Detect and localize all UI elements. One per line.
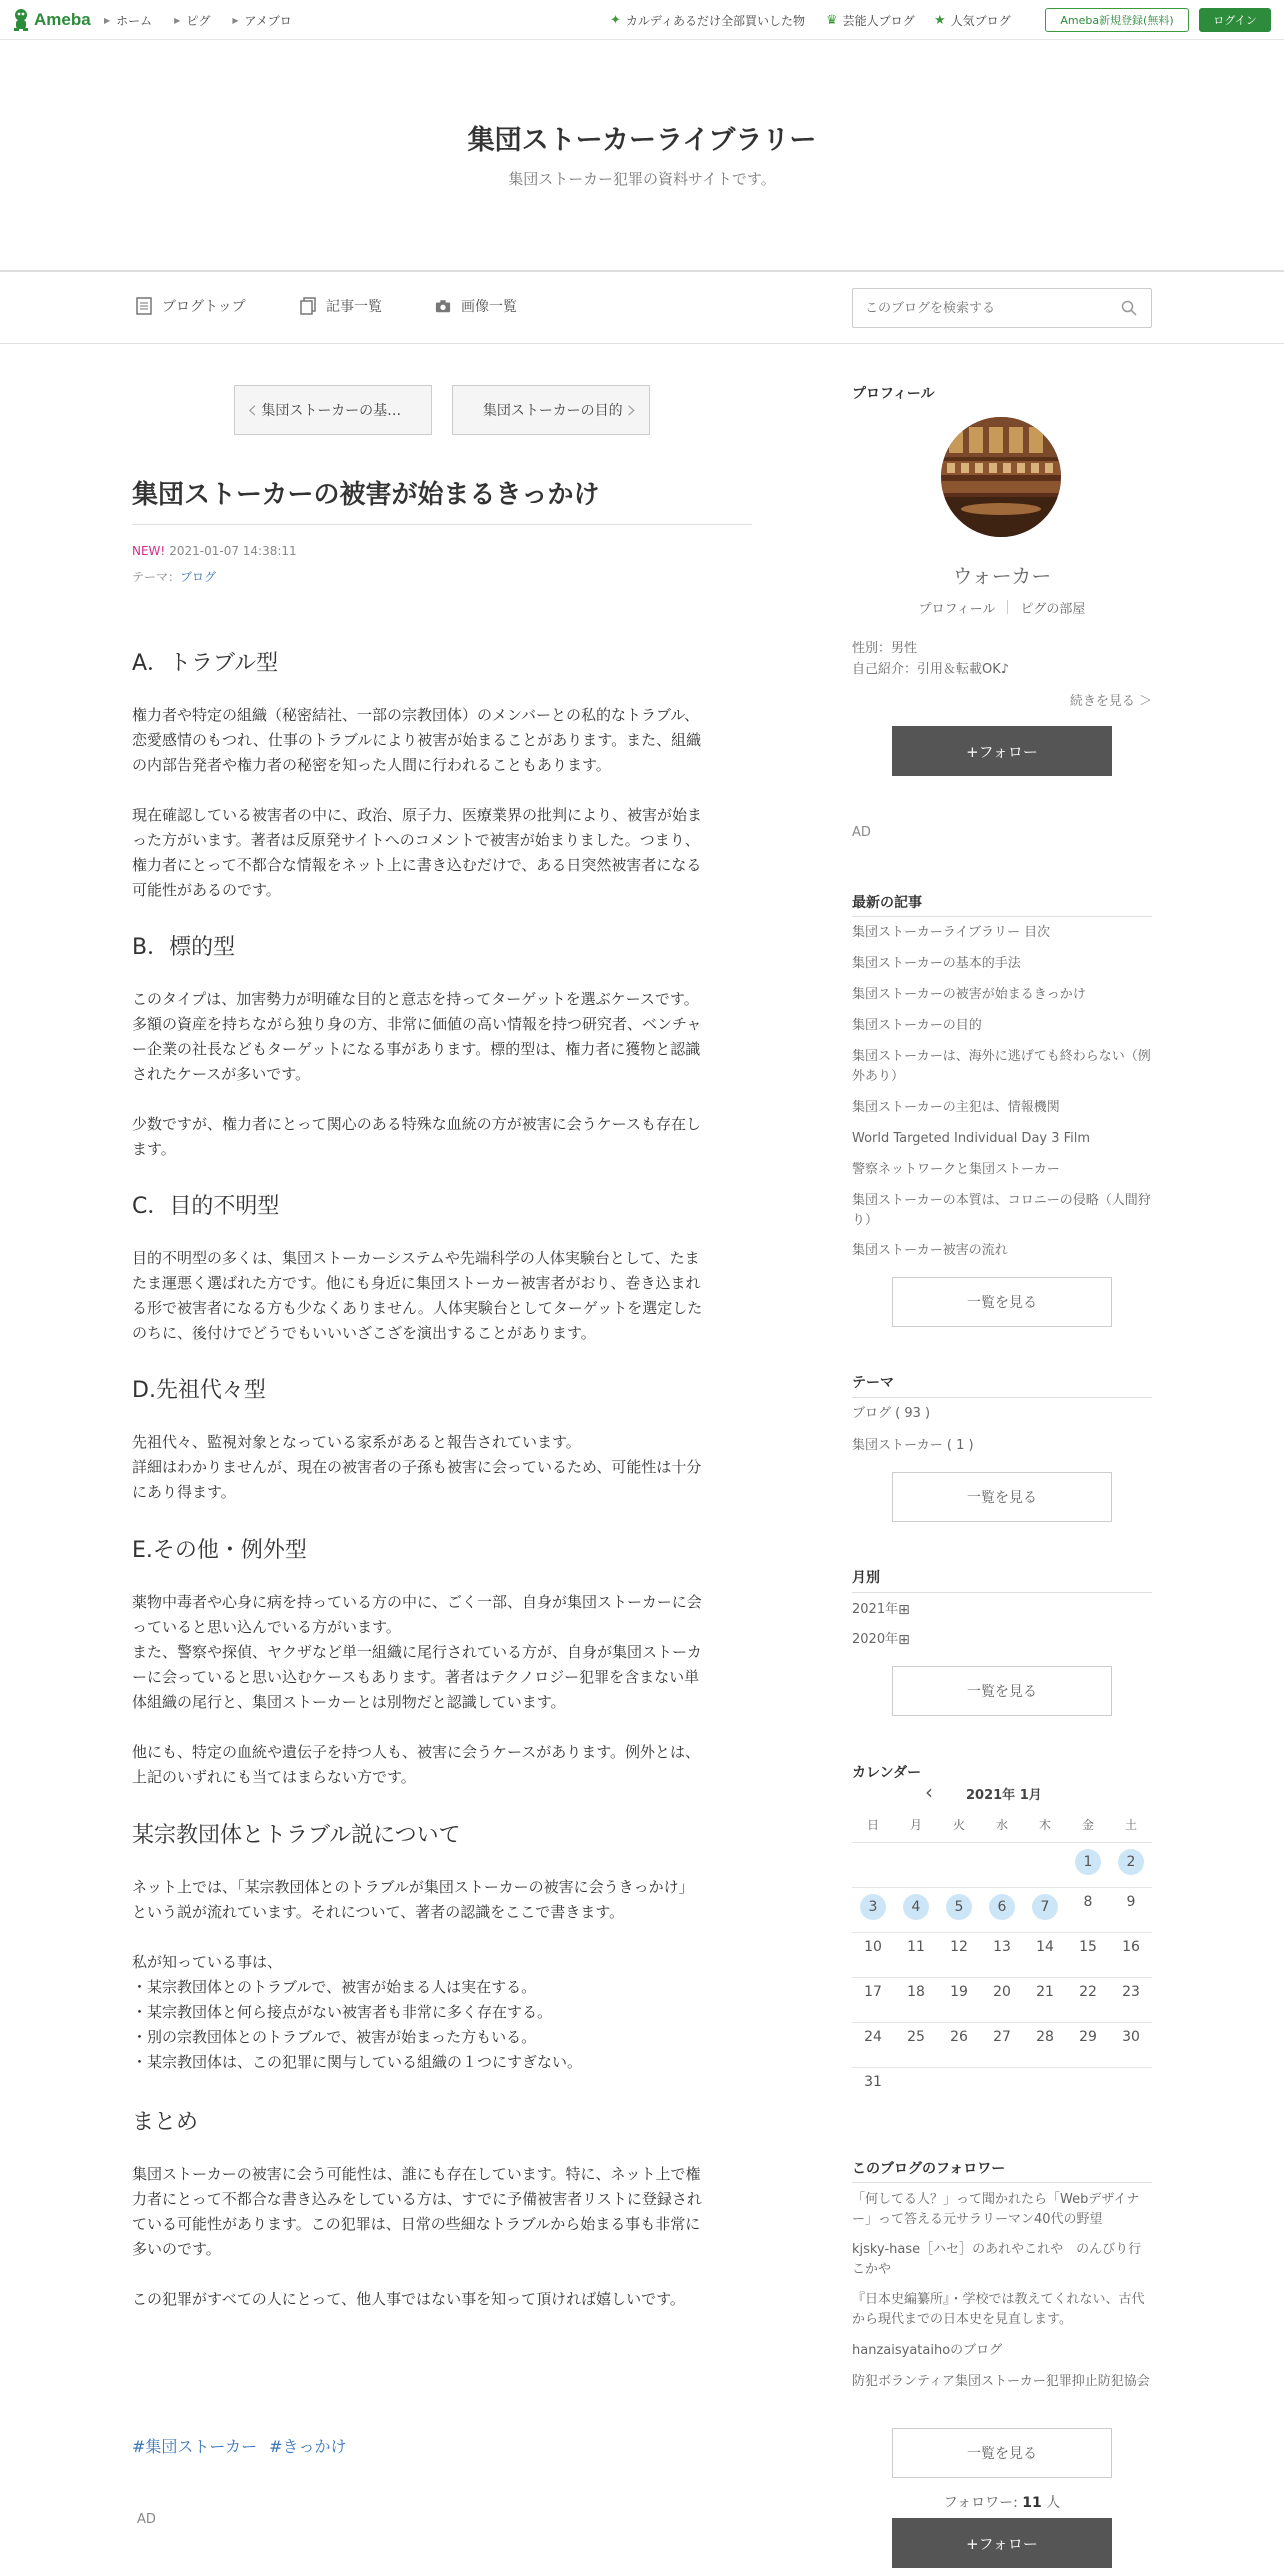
recent-entry-link[interactable]: 集団ストーカーの目的	[852, 1018, 982, 1033]
ameba-mascot-icon	[12, 8, 30, 32]
login-button[interactable]: ログイン	[1199, 8, 1271, 32]
theme-label: テーマ：	[132, 570, 181, 584]
calendar-day-number: 31	[864, 2074, 882, 2090]
calendar-day	[1024, 1984, 1066, 2000]
profile-intro: 自己紹介：引用＆転載OK♪	[852, 662, 1010, 677]
calendar-day-number: 27	[993, 2029, 1011, 2045]
recent-entry-link[interactable]: 集団ストーカーの主犯は、情報機関	[852, 1100, 1060, 1115]
month-label: 2021年	[852, 1602, 899, 1617]
nav-label: アメブロ	[244, 14, 292, 28]
calendar-day-number: 6	[989, 1894, 1015, 1920]
calendar-row-divider	[852, 1977, 1152, 1978]
calendar-day-number: 1	[1075, 1849, 1101, 1875]
calendar-day	[1110, 1984, 1152, 2000]
calendar-row-divider	[852, 1887, 1152, 1888]
nav-ameblo[interactable]	[232, 12, 291, 29]
theme-more-button[interactable]: 一覧を見る	[892, 1472, 1112, 1522]
follower-count	[852, 2492, 1152, 2512]
calendar-day-number: 9	[1126, 1894, 1136, 1910]
pigg-room-link[interactable]: ピグの部屋	[1020, 602, 1086, 617]
calendar-day-number: 10	[864, 1939, 882, 1955]
new-badge: NEW!	[132, 544, 166, 558]
copy-icon	[300, 297, 316, 315]
calendar-day	[1024, 1939, 1066, 1955]
hashtags	[132, 2434, 359, 2457]
next-entry-button[interactable]	[452, 385, 650, 435]
section-heading: C．目的不明型	[132, 1194, 280, 1219]
month-2021-link[interactable]	[852, 1600, 1152, 1620]
calendar-day-number: 21	[1036, 1984, 1054, 2000]
calendar-day[interactable]	[852, 1894, 894, 1920]
calendar-weekday: 水	[995, 1818, 1008, 1832]
follower-count-label: フォロワー:	[943, 2495, 1018, 2511]
followers-heading: このブログのフォロワー	[852, 2161, 1006, 2177]
calendar-day	[981, 2029, 1023, 2045]
divider	[852, 2182, 1152, 2183]
calendar-day-number: 24	[864, 2029, 882, 2045]
title-divider	[132, 524, 752, 525]
calendar-day	[895, 1984, 937, 2000]
triangle-right-icon: ▶	[104, 16, 111, 25]
sparkle-icon: ✦	[610, 13, 621, 28]
triangle-right-icon: ▶	[174, 16, 181, 25]
logo-text: Ameba	[34, 10, 91, 29]
calendar-day-number: 11	[907, 1939, 925, 1955]
article-datetime: 2021-01-07 14:38:11	[169, 544, 297, 558]
blog-nav	[0, 270, 1284, 344]
chevron-left-icon: ‹	[247, 395, 258, 425]
profile-more-link[interactable]: 続きを見る ＞	[1069, 694, 1152, 709]
calendar-weekday: 日	[866, 1818, 879, 1832]
profile-gender: 性別：男性	[852, 641, 918, 656]
calendar-day	[981, 1939, 1023, 1955]
image-list-label: 画像一覧	[461, 299, 517, 315]
divider	[1007, 600, 1008, 614]
follower-blog-link[interactable]: 「何してる人？」って聞かれたら「Webデザイナー」って答える元サラリーマン40代の野望	[852, 2192, 1140, 2227]
calendar-day	[938, 2029, 980, 2045]
calendar-day-number: 16	[1122, 1939, 1140, 1955]
calendar-day-number: 7	[1032, 1894, 1058, 1920]
calendar-heading: カレンダー	[852, 1765, 922, 1781]
paragraph: 薬物中毒者や心身に病を持っている方の中に、ごく一部、自身が集団ストーカーに会 っていると思い込んでいる方がいます。 また、警察や探偵、ヤクザなど単一組織に尾行されている方が、自身が集団ストーカ ーに会っていると思い込むケースもあります。著者はテクノロジー犯罪を含まない単 体組織の尾行と、集団ストーカーとは別物だと認識しています。	[132, 1593, 702, 1711]
theme-heading: テーマ	[852, 1375, 894, 1391]
calendar-day-number: 25	[907, 2029, 925, 2045]
featured-link-label: カルディあるだけ全部買いした物	[625, 14, 805, 28]
section-heading: E.その他・例外型	[132, 1538, 307, 1563]
follower-blog-link[interactable]: 防犯ボランティア集団ストーカー犯罪抑止防犯協会	[852, 2374, 1150, 2389]
calendar-weekday: 月	[909, 1818, 922, 1832]
recent-entry-link[interactable]: 集団ストーカーの基本的手法	[852, 956, 1021, 971]
nav-pigg[interactable]	[174, 12, 210, 29]
calendar-day-number: 13	[993, 1939, 1011, 1955]
monthly-more-button[interactable]: 一覧を見る	[892, 1666, 1112, 1716]
calendar-weekday: 木	[1038, 1818, 1051, 1832]
divider	[852, 1397, 1152, 1398]
paragraph: 他にも、特定の血統や遺伝子を持つ人も、被害に会うケースがあります。例外とは、 上記のいずれにも当てはまらない方です。	[132, 1743, 701, 1786]
calendar-day	[895, 2029, 937, 2045]
recent-entry-link[interactable]: 警察ネットワークと集団ストーカー	[852, 1162, 1060, 1177]
recent-more-button[interactable]: 一覧を見る	[892, 1277, 1112, 1327]
chevron-right-icon: ›	[626, 395, 637, 425]
hashtag-link[interactable]: #集団ストーカー	[132, 2437, 258, 2456]
calendar-day	[1024, 2029, 1066, 2045]
blog-top-link[interactable]	[136, 296, 246, 316]
crown-icon: ♛	[826, 13, 838, 28]
calendar-row-divider	[852, 2067, 1152, 2068]
document-icon	[136, 297, 152, 315]
theme-link[interactable]: 集団ストーカー ( 1 )	[852, 1438, 974, 1453]
calendar-day-number: 22	[1079, 1984, 1097, 2000]
calendar-day[interactable]	[1024, 1894, 1066, 1920]
month-2020-link[interactable]	[852, 1630, 1152, 1650]
calendar-row-divider	[852, 1932, 1152, 1933]
featured-link-label: 人気ブログ	[950, 14, 1011, 28]
paragraph: 先祖代々、監視対象となっている家系があると報告されています。 詳細はわかりませんが、現在の被害者の子孫も被害に会っているため、可能性は十分 にあり得ます。	[132, 1433, 702, 1501]
theme-link[interactable]: ブログ ( 93 )	[852, 1406, 931, 1421]
recent-entry-link[interactable]: 集団ストーカーライブラリー 目次	[852, 925, 1051, 940]
blog-search-input[interactable]	[865, 301, 1115, 316]
calendar-day	[1110, 1939, 1152, 1955]
section-heading: B．標的型	[132, 935, 236, 960]
calendar-day	[895, 1939, 937, 1955]
month-label: 2020年	[852, 1632, 899, 1647]
recent-entry-link[interactable]: World Targeted Individual Day 3 Film	[852, 1131, 1091, 1146]
calendar-day	[1067, 1984, 1109, 2000]
calendar-day[interactable]	[1110, 1849, 1152, 1875]
calendar-month: 2021年 1月	[966, 1788, 1042, 1803]
blog-search[interactable]	[852, 288, 1152, 328]
section-heading: D.先祖代々型	[132, 1378, 266, 1403]
calendar-day	[938, 1939, 980, 1955]
paragraph: 目的不明型の多くは、集団ストーカーシステムや先端科学の人体実験台として、たま たま運悪く選ばれた方です。他にも身近に集団ストーカー被害者がおり、巻き込まれ る形で被害者になる方も少なくありません。人体実験台としてターゲットを選定した のちに、後付けでどうでもいいいざこざを演出することがあります。	[132, 1249, 703, 1342]
calendar-day	[852, 2074, 894, 2090]
blog-top-label: ブログトップ	[162, 299, 246, 315]
calendar-day-number: 12	[950, 1939, 968, 1955]
featured-link-popular[interactable]	[934, 12, 1011, 29]
calendar-day-number: 20	[993, 1984, 1011, 2000]
global-nav	[104, 12, 314, 29]
profile-link[interactable]: プロフィール	[918, 602, 996, 617]
follower-blog-link[interactable]: hanzaisyataihoのブログ	[852, 2343, 1003, 2358]
next-entry-label: 集団ストーカーの目的	[482, 403, 623, 419]
featured-link-kaldi[interactable]	[610, 12, 805, 29]
nav-label: ピグ	[186, 14, 211, 28]
calendar-day-number: 4	[903, 1894, 929, 1920]
calendar-day-number: 3	[860, 1894, 886, 1920]
calendar-day-number: 30	[1122, 2029, 1140, 2045]
triangle-right-icon: ▶	[232, 16, 239, 25]
theme-link[interactable]: ブログ	[180, 570, 217, 584]
article-theme	[132, 568, 216, 585]
calendar-day-number: 26	[950, 2029, 968, 2045]
profile-links	[852, 598, 1152, 617]
global-header	[0, 0, 1284, 40]
calendar-day-number: 19	[950, 1984, 968, 2000]
calendar-day	[1067, 1894, 1109, 1910]
star-icon: ★	[934, 13, 946, 28]
blog-title[interactable]: 集団ストーカーライブラリー	[467, 125, 817, 156]
section-heading: まとめ	[132, 2110, 199, 2135]
paragraph: 現在確認している被害者の中に、政治、原子力、医療業界の批判により、被害が始ま った方がいます。著者は反原発サイトへのコメントで被害が始まりました。つまり、 権力者にとって不都合な情報をネット上に書き込むだけで、ある日突然被害者になる 可能性があるのです。	[132, 806, 703, 899]
paragraph: 少数ですが、権力者にとって関心のある特殊な血統の方が被害に会うケースも存在し ます。	[132, 1115, 701, 1158]
follower-count-unit: 人	[1046, 2495, 1061, 2511]
recent-entry-link[interactable]: 集団ストーカーの被害が始まるきっかけ	[852, 987, 1086, 1002]
article-title: 集団ストーカーの被害が始まるきっかけ	[132, 480, 600, 510]
calendar-day-number: 18	[907, 1984, 925, 2000]
profile-name[interactable]: ウォーカー	[952, 564, 1052, 588]
calendar-day[interactable]	[895, 1894, 937, 1920]
article-meta	[132, 544, 297, 558]
calendar-row-divider	[852, 2022, 1152, 2023]
hashtag-link[interactable]: #きっかけ	[269, 2437, 347, 2456]
entry-list-link[interactable]	[300, 296, 382, 316]
search-icon[interactable]	[1121, 300, 1137, 316]
featured-link-label: 芸能人ブログ	[842, 14, 915, 28]
divider	[852, 916, 1152, 917]
calendar-day-number: 15	[1079, 1939, 1097, 1955]
calendar-day[interactable]	[981, 1894, 1023, 1920]
calendar-day-number: 29	[1079, 2029, 1097, 2045]
calendar-day	[1067, 2029, 1109, 2045]
avatar[interactable]	[941, 417, 1061, 537]
recent-entry-link[interactable]: 集団ストーカーは、海外に逃げても終わらない（例外あり）	[852, 1049, 1151, 1084]
calendar-weekday: 金	[1081, 1818, 1094, 1832]
camera-icon	[435, 297, 451, 315]
register-button[interactable]: Ameba新規登録(無料)	[1045, 8, 1189, 32]
followers-more-button[interactable]: 一覧を見る	[892, 2428, 1112, 2478]
calendar-day-number: 5	[946, 1894, 972, 1920]
paragraph: このタイプは、加害勢力が明確な目的と意志を持ってターゲットを選ぶケースです。 多額の資産を持ちながら独り身の方、非常に価値の高い情報を持つ研究者、ベンチャ ー企業の社長などもターゲットになる事があります。標的型は、権力者に獲物と認識 されたケースが多いです。	[132, 990, 702, 1083]
section-heading: 某宗教団体とトラブル説について	[132, 1823, 461, 1848]
calendar-day[interactable]	[1067, 1849, 1109, 1875]
calendar-day	[1110, 1894, 1152, 1910]
ameba-logo[interactable]	[12, 7, 91, 33]
expand-icon[interactable]: ⊞	[898, 1602, 910, 1618]
calendar-day	[981, 1984, 1023, 2000]
calendar-day-number: 28	[1036, 2029, 1054, 2045]
featured-link-celebrity[interactable]	[826, 12, 915, 29]
ad-label: AD	[137, 2512, 156, 2527]
follow-button[interactable]: +フォロー	[892, 726, 1112, 776]
paragraph: 権力者や特定の組織（秘密結社、一部の宗教団体）のメンバーとの私的なトラブル、 恋愛感情のもつれ、仕事のトラブルにより被害が始まることがあります。また、組織 の内部告発者や権力者の秘密を知った人間に行われることもあります。	[132, 706, 702, 774]
calendar-day	[852, 2029, 894, 2045]
divider	[852, 1592, 1152, 1593]
monthly-heading: 月別	[852, 1570, 880, 1586]
follow-button-bottom[interactable]: +フォロー	[892, 2518, 1112, 2568]
section-heading: A．トラブル型	[132, 651, 279, 676]
profile-heading: プロフィール	[852, 386, 935, 402]
ad-label: AD	[852, 825, 871, 840]
nav-label: ホーム	[116, 14, 153, 28]
paragraph: 私が知っている事は、 ・某宗教団体とのトラブルで、被害が始まる人は実在する。 ・某宗教団体と何ら接点がない被害者も非常に多く存在する。 ・別の宗教団体とのトラブルで、被害が始まった方もいる。 ・某宗教団体は、この犯罪に関与している組織の１つにすぎない。	[132, 1953, 583, 2071]
calendar-day[interactable]	[938, 1894, 980, 1920]
calendar-day	[1110, 2029, 1152, 2045]
image-list-link[interactable]	[435, 296, 517, 316]
calendar-day	[852, 1984, 894, 2000]
calendar-day	[938, 1984, 980, 2000]
calendar-row-divider	[852, 1842, 1152, 1843]
follower-blog-link[interactable]: 『日本史編纂所』・学校では教えてくれない、古代から現代までの日本史を見直します。	[852, 2292, 1145, 2327]
calendar-weekday: 土	[1124, 1818, 1137, 1832]
paragraph: ネット上では、「某宗教団体とのトラブルが集団ストーカーの被害に会うきっかけ」 という説が流れています。それについて、著者の認識をここで書きます。	[132, 1878, 694, 1921]
prev-entry-button[interactable]	[234, 385, 432, 435]
library-photo	[941, 417, 1061, 537]
blog-description: 集団ストーカー犯罪の資料サイトです。	[508, 170, 776, 188]
entry-list-label: 記事一覧	[326, 299, 382, 315]
calendar-day	[852, 1939, 894, 1955]
recent-entry-link[interactable]: 集団ストーカー被害の流れ	[852, 1243, 1008, 1258]
calendar-day-number: 2	[1118, 1849, 1144, 1875]
calendar-day-number: 14	[1036, 1939, 1054, 1955]
calendar-day-number: 23	[1122, 1984, 1140, 2000]
calendar-day-number: 8	[1083, 1894, 1093, 1910]
nav-home[interactable]	[104, 12, 152, 29]
calendar-weekday: 火	[952, 1818, 965, 1832]
follower-count-value: 11	[1022, 2495, 1042, 2511]
calendar-prev-icon[interactable]: ‹	[925, 1780, 933, 1804]
recent-heading: 最新の記事	[852, 895, 922, 911]
prev-entry-label: 集団ストーカーの基…	[261, 403, 402, 419]
recent-entry-link[interactable]: 集団ストーカーの本質は、コロニーの侵略（人間狩り）	[852, 1193, 1151, 1228]
paragraph: この犯罪がすべての人にとって、他人事ではない事を知って頂ければ嬉しいです。	[132, 2290, 685, 2308]
expand-icon[interactable]: ⊞	[898, 1632, 910, 1648]
calendar-day-number: 17	[864, 1984, 882, 2000]
follower-blog-link[interactable]: kjsky-hase［ハセ］のあれやこれや のんびり行こかや	[852, 2242, 1142, 2277]
calendar-day	[1067, 1939, 1109, 1955]
paragraph: 集団ストーカーの被害に会う可能性は、誰にも存在しています。特に、ネット上で権 力者にとって不都合な書き込みをしている方は、すでに予備被害者リストに登録され ている可能性があります。この犯罪は、日常の些細なトラブルから始まる事も非常に 多いのです。	[132, 2165, 702, 2258]
